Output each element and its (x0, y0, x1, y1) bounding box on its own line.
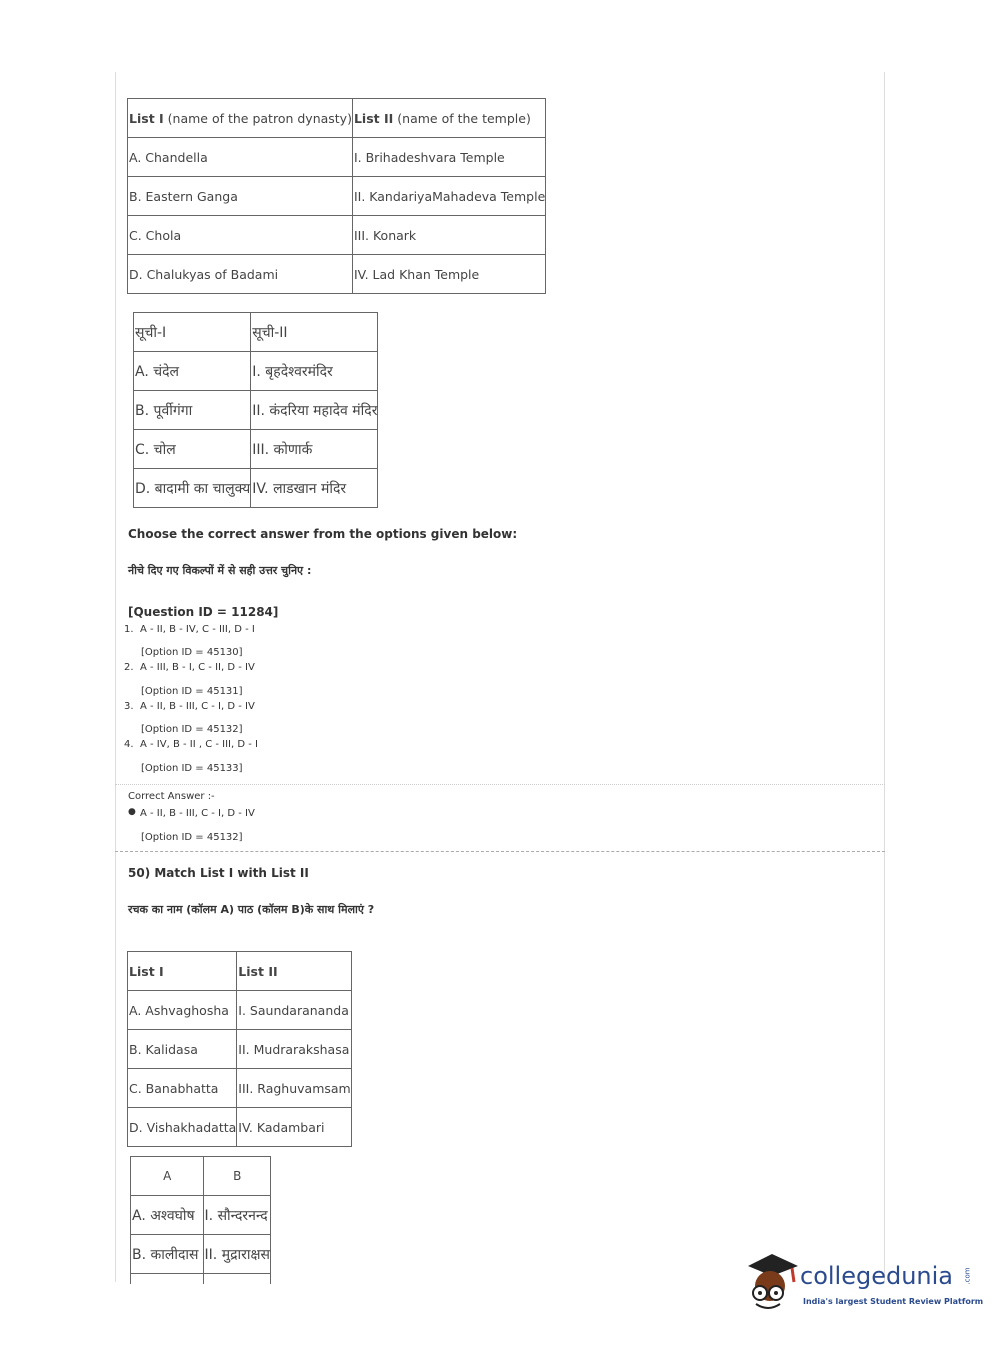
option-id: [Option ID = 45130] (141, 647, 243, 658)
option-number: 4. (124, 739, 134, 750)
table-cell: III. Raghuvamsam (237, 1069, 351, 1108)
page-border-left (115, 72, 116, 1282)
option-text: A - II, B - III, C - I, D - IV (140, 701, 255, 712)
table-cell: B. पूर्वीगंगा (134, 391, 251, 430)
table-cell: A. अश्वघोष (131, 1196, 204, 1235)
option-id: [Option ID = 45132] (141, 724, 243, 735)
option-text: A - IV, B - II , C - III, D - I (140, 739, 258, 750)
table-header-row (128, 952, 352, 991)
bullet-icon: ● (128, 807, 136, 817)
table-cell: III. कोणार्क (251, 430, 378, 469)
table-row (128, 1030, 352, 1069)
table-cell: IV. Kadambari (237, 1108, 351, 1147)
table-header-row (134, 313, 378, 352)
question-id: [Question ID = 11284] (128, 605, 279, 619)
table-cell: II. कंदरिया महादेव मंदिर (251, 391, 378, 430)
table-header-cell: List I (128, 952, 237, 991)
table-cell: D. बादामी का चालुक्य (134, 469, 251, 508)
option-text: A - III, B - I, C - II, D - IV (140, 662, 255, 673)
table-row (128, 138, 546, 177)
table-header-row (131, 1157, 271, 1196)
table-cell: C. Banabhatta (128, 1069, 237, 1108)
option-text: A - II, B - IV, C - III, D - I (140, 624, 255, 635)
table-row (134, 469, 378, 508)
question-hindi: रचक का नाम (कॉलम A) पाठ (कॉलम B)के साथ मिलाएं ? (128, 903, 375, 916)
table-cell: I. सौन्दरनन्द (203, 1196, 270, 1235)
table-cell: A. Ashvaghosha (128, 991, 237, 1030)
option-number: 1. (124, 624, 134, 635)
table-cell: II. KandariyaMahadeva Temple (352, 177, 545, 216)
option-number: 2. (124, 662, 134, 673)
section-divider (115, 784, 885, 785)
table-row (128, 1069, 352, 1108)
instruction-english: Choose the correct answer from the options given below: (128, 527, 518, 541)
question-title: 50) Match List I with List II (128, 866, 309, 880)
table-cell: II. मुद्राराक्षस (203, 1235, 270, 1274)
table-cell: D. Chalukyas of Badami (128, 255, 353, 294)
table-cell: III. Konark (352, 216, 545, 255)
table-row (128, 991, 352, 1030)
table-cell: B. Eastern Ganga (128, 177, 353, 216)
table-cell: II. Mudrarakshasa (237, 1030, 351, 1069)
table-row (128, 177, 546, 216)
table-cell: C. Chola (128, 216, 353, 255)
table-header-cell: List II (237, 952, 351, 991)
table-cell: I. Saundarananda (237, 991, 351, 1030)
table-cell: I. बृहदेश्वरमंदिर (251, 352, 378, 391)
match-table-english-temples (127, 98, 546, 294)
table-row (128, 255, 546, 294)
option-id: [Option ID = 45133] (141, 763, 243, 774)
table-cell: D. Vishakhadatta (128, 1108, 237, 1147)
table-row (134, 430, 378, 469)
logo-suffix: .com (963, 1267, 972, 1285)
table-cell: I. Brihadeshvara Temple (352, 138, 545, 177)
question-divider (115, 851, 885, 852)
table-header-row (128, 99, 546, 138)
correct-answer-text: A - II, B - III, C - I, D - IV (140, 808, 255, 819)
table-header-cell: सूची-I (134, 313, 251, 352)
instruction-hindi: नीचे दिए गए विकल्पों में से सही उत्तर चुनिए : (128, 564, 312, 577)
match-table-hindi-temples (133, 312, 378, 508)
table-header-cell: सूची-II (251, 313, 378, 352)
table-cell (131, 1274, 204, 1285)
table-cell: IV. Lad Khan Temple (352, 255, 545, 294)
option-id: [Option ID = 45131] (141, 686, 243, 697)
option-number: 3. (124, 701, 134, 712)
page-border-right (884, 72, 885, 1282)
table-row (131, 1235, 271, 1274)
match-table-english-authors (127, 951, 352, 1147)
table-header-cell: List II (name of the temple) (352, 99, 545, 138)
table-row (131, 1196, 271, 1235)
table-cell (203, 1274, 270, 1285)
correct-answer-id: [Option ID = 45132] (141, 832, 243, 843)
match-table-hindi-authors (130, 1156, 271, 1284)
table-header-cell: B (203, 1157, 270, 1196)
table-cell: A. Chandella (128, 138, 353, 177)
table-cell: B. कालीदास (131, 1235, 204, 1274)
table-row (134, 352, 378, 391)
table-header-cell: A (131, 1157, 204, 1196)
table-cell: A. चंदेल (134, 352, 251, 391)
table-row (134, 391, 378, 430)
table-header-cell: List I (name of the patron dynasty) (128, 99, 353, 138)
table-row (131, 1274, 271, 1285)
logo-tagline: India's largest Student Review Platform (803, 1297, 984, 1306)
mascot-icon (742, 1248, 800, 1318)
table-cell: C. चोल (134, 430, 251, 469)
table-cell: IV. लाडखान मंदिर (251, 469, 378, 508)
table-row (128, 216, 546, 255)
correct-answer-label: Correct Answer :- (128, 791, 215, 802)
table-cell: B. Kalidasa (128, 1030, 237, 1069)
logo-name: collegedunia (800, 1262, 954, 1290)
table-row (128, 1108, 352, 1147)
